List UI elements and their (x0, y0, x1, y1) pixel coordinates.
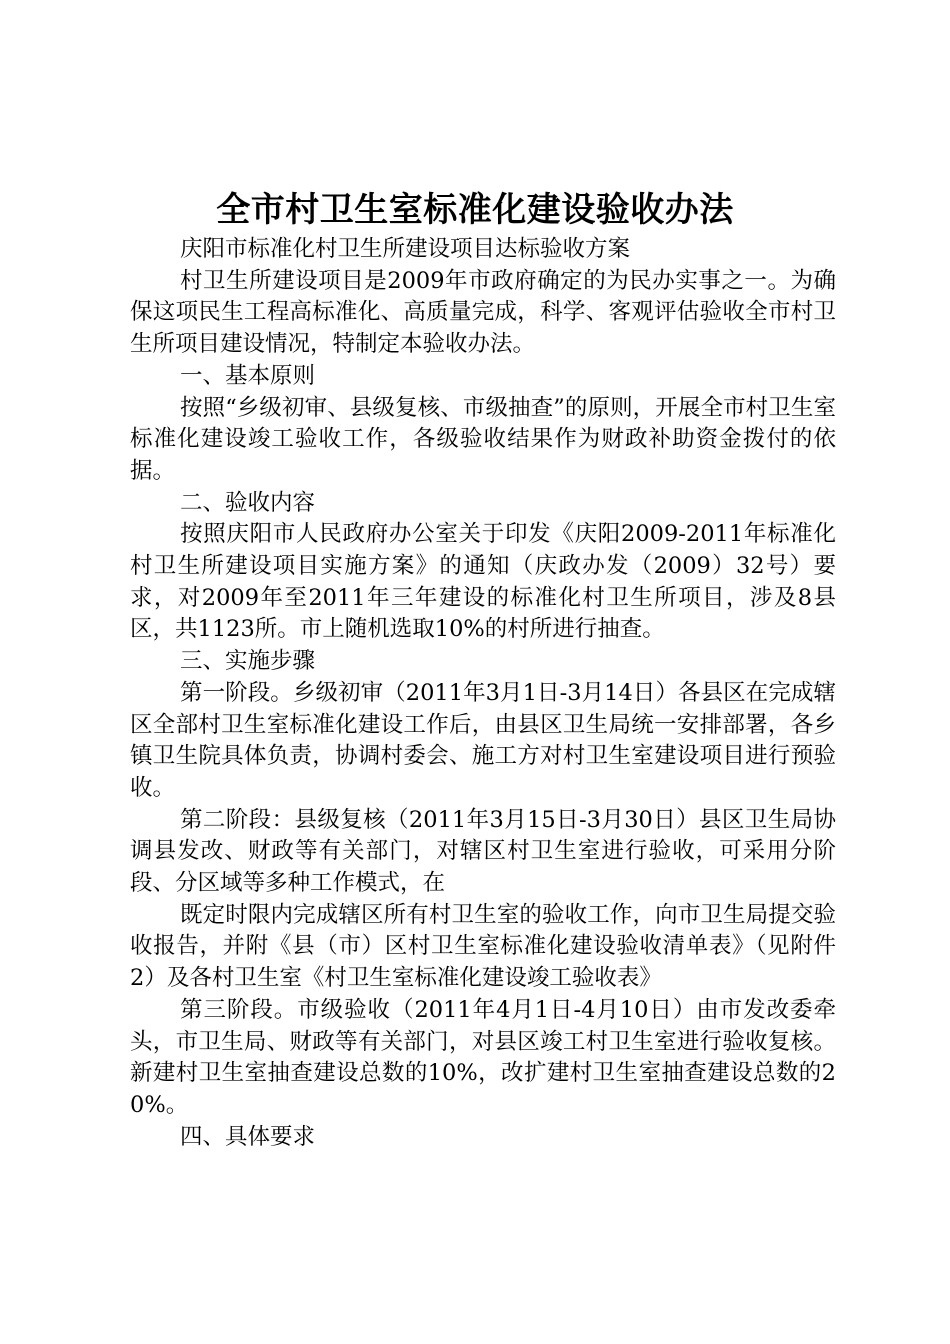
paragraph-stage-three: 第三阶段。市级验收（2011年4月1日-4月10日）由市发改委牵头，市卫生局、财政等有关部门，对县区竣工村卫生室进行验收复核。新建村卫生室抽查建设总数的10%，改扩建村卫生室抽查建设总数的20%。 (130, 996, 836, 1118)
paragraph-subtitle: 庆阳市标准化村卫生所建设项目达标验收方案 (180, 236, 631, 262)
heading-basic-principles: 一、基本原则 (180, 362, 316, 389)
paragraph-stage-one: 第一阶段。乡级初审（2011年3月1日-3月14日）各县区在完成辖区全部村卫生室标准化建设工作后，由县区卫生局统一安排部署，各乡镇卫生院具体负责，协调村委会、施工方对村卫生室建设项目进行预验收。 (130, 679, 836, 801)
heading-specific-requirements: 四、具体要求 (180, 1123, 316, 1150)
paragraph-stage-two-continued: 既定时限内完成辖区所有村卫生室的验收工作，向市卫生局提交验收报告，并附《县（市）区村卫生室标准化建设验收清单表》（见附件2）及各村卫生室《村卫生室标准化建设竣工验收表》 (130, 901, 836, 992)
document-body (130, 234, 836, 1153)
paragraph-stage-two: 第二阶段：县级复核（2011年3月15日-3月30日）县区卫生局协调县发改、财政等有关部门，对辖区村卫生室进行验收，可采用分阶段、分区域等多种工作模式，在 (130, 806, 836, 897)
paragraph-intro: 村卫生所建设项目是2009年市政府确定的为民办实事之一。为确保这项民生工程高标准化、高质量完成，科学、客观评估验收全市村卫生所项目建设情况，特制定本验收办法。 (130, 267, 836, 358)
paragraph-content: 按照庆阳市人民政府办公室关于印发《庆阳2009-2011年标准化村卫生所建设项目实施方案》的通知（庆政办发（2009）32号）要求，对2009年至2011年三年建设的标准化村卫生所项目，涉及8县区，共1123所。市上随机选取10%的村所进行抽查。 (130, 521, 836, 643)
document-title: 全市村卫生室标准化建设验收办法 (216, 190, 734, 230)
paragraph-principles: 按照“乡级初审、县级复核、市级抽查”的原则，开展全市村卫生室标准化建设竣工验收工作，各级验收结果作为财政补助资金拨付的依据。 (130, 394, 836, 484)
heading-acceptance-content: 二、验收内容 (180, 489, 316, 516)
heading-implementation-steps: 三、实施步骤 (180, 648, 316, 675)
